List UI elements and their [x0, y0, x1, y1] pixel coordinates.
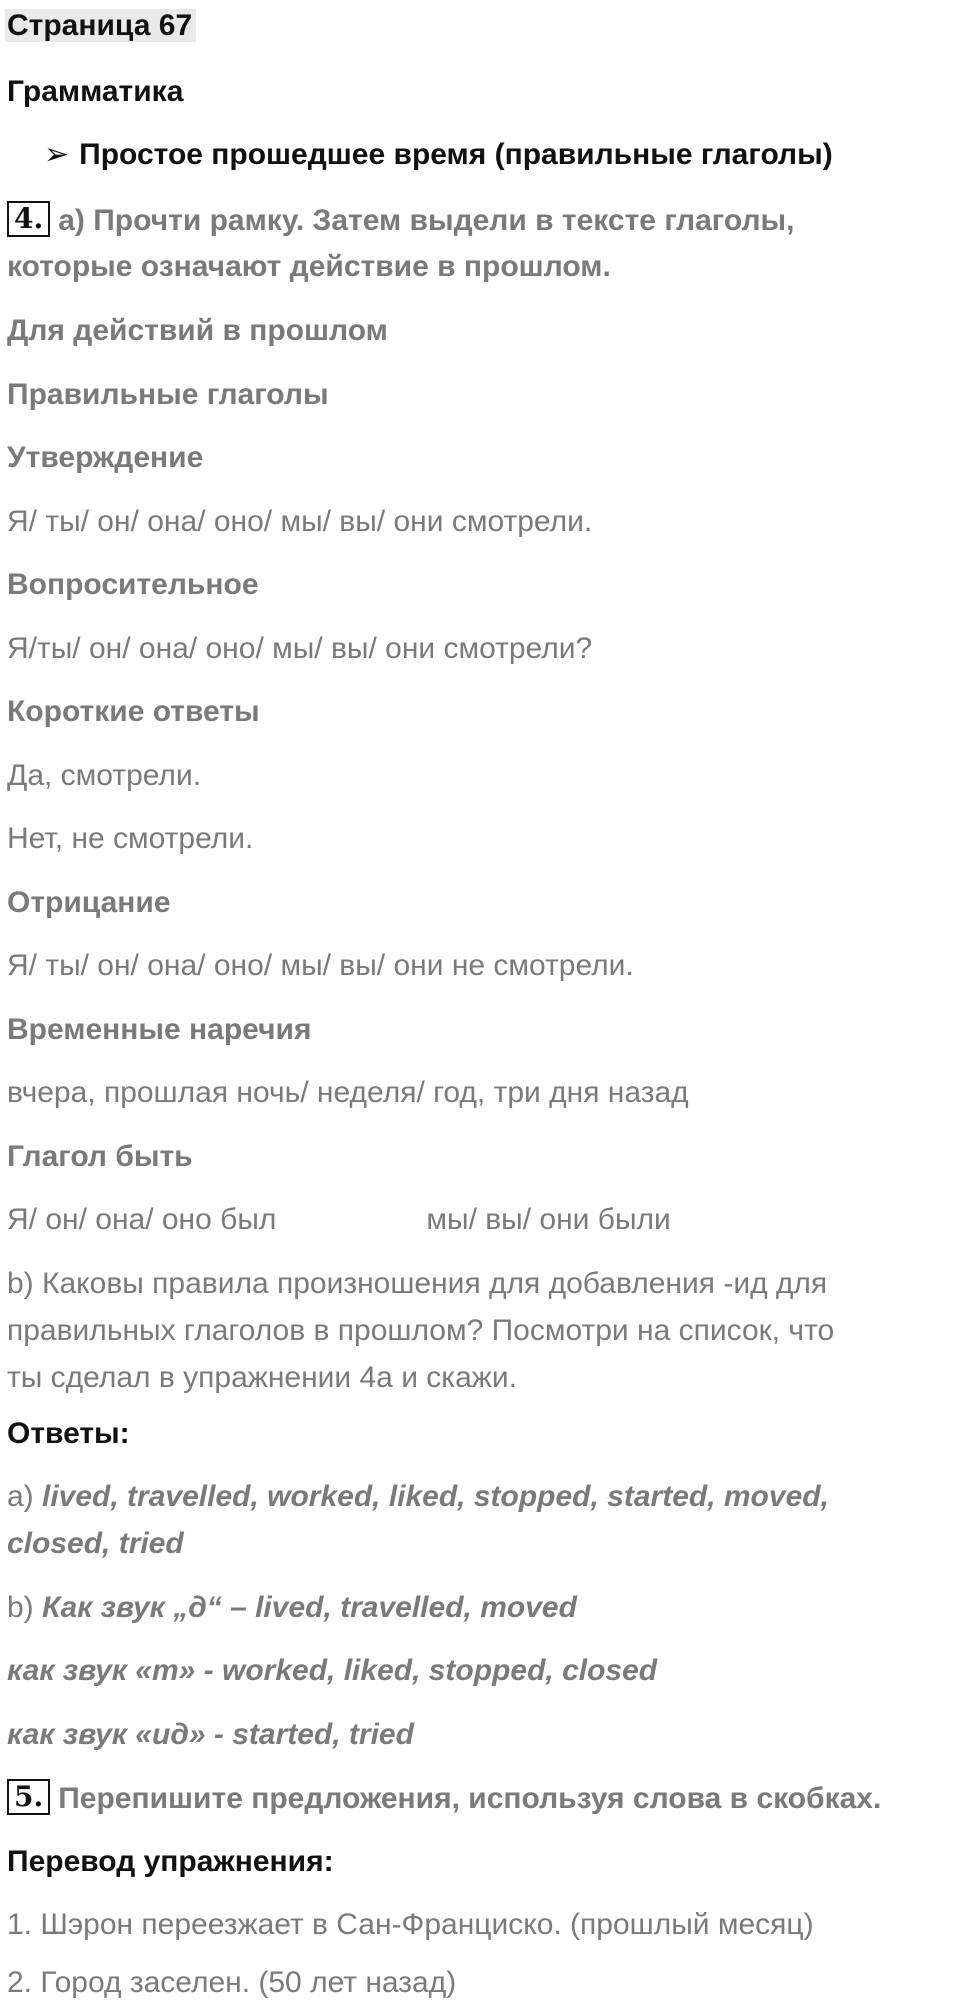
- answer-a-line1: [7, 1478, 829, 1516]
- answer-b-line2: как звук «т» - worked, liked, stopped, closed: [7, 1654, 658, 1687]
- question-title: Вопросительное: [7, 568, 259, 601]
- exercise-4-task-line2: которые означают действие в прошлом.: [7, 250, 611, 283]
- page-number-label: Страница 67: [7, 7, 196, 45]
- box-heading-past: Для действий в прошлом: [7, 314, 388, 347]
- exercise-4-task-line1: а) Прочти рамку. Затем выдели в тексте глаголы,: [58, 204, 795, 237]
- negative-text: Я/ ты/ он/ она/ оно/ мы/ вы/ они не смотрели.: [7, 949, 634, 982]
- box-heading-regular: Правильные глаголы: [7, 378, 329, 411]
- exercise-4b-line1: b) Каковы правила произношения для добавления -ид для: [7, 1267, 828, 1300]
- answer-a-text: lived, travelled, worked, liked, stopped, started, moved,: [42, 1480, 829, 1513]
- exercise-5-task-text: Перепишите предложения, используя слова в скобках.: [58, 1782, 882, 1815]
- verb-be-title: Глагол быть: [7, 1140, 193, 1173]
- answers-title: Ответы:: [7, 1417, 130, 1450]
- exercise-4-task: [7, 201, 795, 240]
- arrow-bullet-icon: ➢: [44, 138, 70, 171]
- question-text: Я/ты/ он/ она/ оно/ мы/ вы/ они смотрели?: [7, 632, 593, 665]
- exercise-5-item-1: 1. Шэрон переезжает в Сан-Франциско. (прошлый месяц): [7, 1908, 814, 1941]
- exercise-5-item-2: 2. Город заселен. (50 лет назад): [7, 1966, 457, 1999]
- answer-a-prefix: a): [7, 1480, 43, 1513]
- answer-b-line3: как звук «ид» - started, tried: [7, 1718, 414, 1751]
- verb-be-forms: [7, 1201, 671, 1239]
- short-answer-yes: Да, смотрели.: [7, 759, 202, 792]
- exercise-number-box: 5.: [7, 1779, 50, 1815]
- topic-text: Простое прошедшее время (правильные глаголы): [79, 138, 833, 171]
- short-answer-no: Нет, не смотрели.: [7, 822, 254, 855]
- affirmative-title: Утверждение: [7, 441, 204, 474]
- answer-b-text: Как звук „д“ – lived, travelled, moved: [42, 1591, 577, 1624]
- topic-heading: [44, 136, 833, 174]
- affirmative-text: Я/ ты/ он/ она/ оно/ мы/ вы/ они смотрели.: [7, 505, 593, 538]
- short-answers-title: Короткие ответы: [7, 695, 260, 728]
- adverbs-title: Временные наречия: [7, 1013, 312, 1046]
- adverbs-text: вчера, прошлая ночь/ неделя/ год, три дня назад: [7, 1076, 689, 1109]
- exercise-5-task: [7, 1779, 881, 1818]
- answer-a-line2: closed, tried: [7, 1527, 184, 1560]
- section-heading: Грамматика: [7, 75, 184, 108]
- answer-b-line1: [7, 1589, 577, 1627]
- exercise-4b-line3: ты сделал в упражнении 4а и скажи.: [7, 1361, 517, 1394]
- answer-b-prefix: b): [7, 1591, 43, 1624]
- exercise-number-box: 4.: [7, 201, 50, 237]
- exercise-4b-line2: правильных глаголов в прошлом? Посмотри на список, что: [7, 1314, 835, 1347]
- verb-be-singular: Я/ он/ она/ оно был: [7, 1203, 277, 1236]
- negative-title: Отрицание: [7, 886, 171, 919]
- translation-title: Перевод упражнения:: [7, 1845, 334, 1878]
- verb-be-plural: мы/ вы/ они были: [426, 1203, 671, 1236]
